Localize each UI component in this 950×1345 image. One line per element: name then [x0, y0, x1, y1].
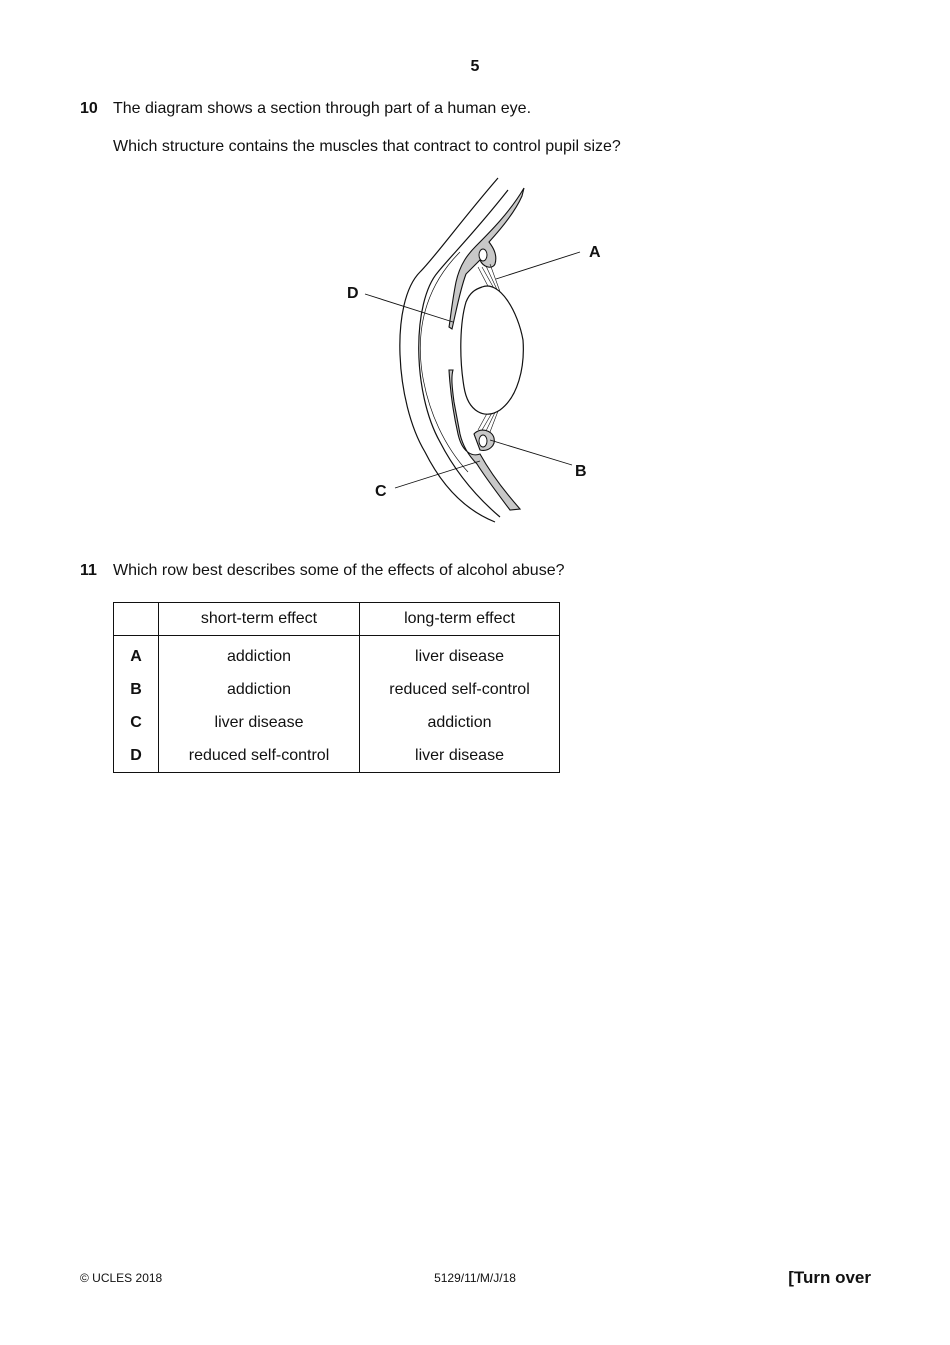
footer-turn-over: [Turn over — [788, 1268, 871, 1287]
lower-ciliary-duct — [479, 435, 487, 447]
eye-section-diagram — [340, 172, 620, 527]
header-short-term: short-term effect — [159, 603, 360, 636]
header-option — [114, 603, 159, 636]
question-10-number: 10 — [80, 100, 98, 117]
row-short-term: addiction — [159, 636, 360, 674]
label-d: D — [347, 285, 359, 302]
question-11-text: Which row best describes some of the effects of alcohol abuse? — [113, 562, 565, 579]
lens — [461, 286, 524, 414]
row-option: B — [114, 673, 159, 706]
label-c: C — [375, 483, 387, 500]
leader-line-b — [490, 440, 572, 465]
question-10-text: The diagram shows a section through part of a human eye. — [113, 100, 532, 117]
leader-line-a — [496, 252, 580, 279]
table-row — [114, 636, 560, 674]
table-row — [114, 673, 560, 706]
row-option: C — [114, 706, 159, 739]
row-option: D — [114, 739, 159, 773]
table-header-row — [114, 603, 560, 636]
row-option: A — [114, 636, 159, 674]
page-number: 5 — [470, 58, 480, 75]
header-long-term: long-term effect — [360, 603, 560, 636]
leader-line-d — [365, 294, 453, 322]
row-long-term: reduced self-control — [360, 673, 560, 706]
row-short-term: reduced self-control — [159, 739, 360, 773]
footer-paper-code: 5129/11/M/J/18 — [434, 1271, 516, 1285]
footer-copyright: © UCLES 2018 — [80, 1271, 163, 1285]
table-row — [114, 739, 560, 773]
question-10-prompt: Which structure contains the muscles that contract to control pupil size? — [113, 138, 621, 155]
row-long-term: liver disease — [360, 739, 560, 773]
label-b: B — [575, 463, 587, 480]
label-a: A — [589, 244, 601, 261]
row-long-term: liver disease — [360, 636, 560, 674]
alcohol-effects-table — [113, 602, 560, 773]
row-long-term: addiction — [360, 706, 560, 739]
upper-ciliary-duct — [479, 249, 487, 261]
row-short-term: addiction — [159, 673, 360, 706]
table-row — [114, 706, 560, 739]
question-11-number: 11 — [80, 562, 97, 579]
row-short-term: liver disease — [159, 706, 360, 739]
